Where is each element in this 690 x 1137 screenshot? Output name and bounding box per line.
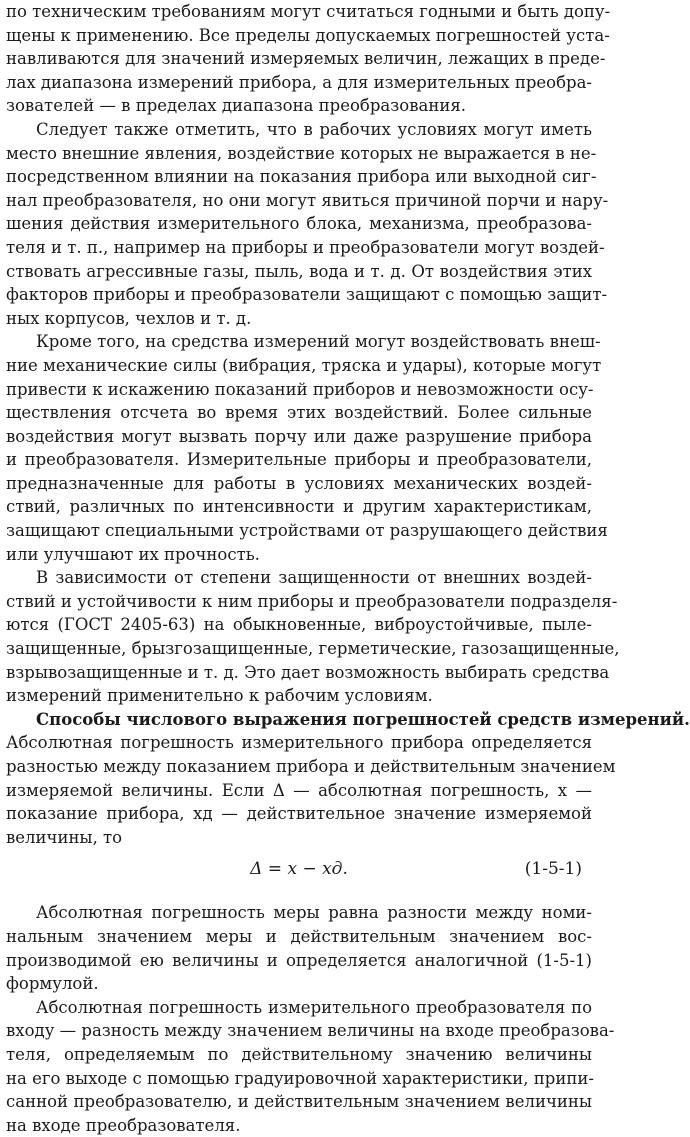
paragraph-6: [6, 901, 592, 995]
text-line: привести к искажению показаний приборов и невозможности осу-: [6, 379, 594, 399]
paragraph-3: [6, 330, 608, 566]
text-line: или улучшают их прочность.: [6, 544, 260, 564]
text-line: по техническим требованиям могут считаться годными и быть допу-: [6, 2, 611, 21]
text-line: нальным значением меры и действительным значением вос-: [6, 926, 592, 946]
text-line: ствовать агрессивные газы, пыль, вода и т. д. От воздействия этих: [6, 261, 592, 281]
paragraph-1: [6, 0, 611, 118]
text-line: нал преобразователя, но они могут явиться причиной порчи и нару-: [6, 190, 609, 210]
text-line: и преобразователя. Измерительные приборы и преобразователи,: [6, 450, 592, 470]
text-line: величины, то: [6, 827, 123, 847]
text-line: место внешние явления, воздействие которых не выражается в не-: [6, 143, 597, 163]
text-line: ние механические силы (вибрация, тряска и удары), которые могут: [6, 355, 602, 375]
text-line: ствий и устойчивости к ним приборы и преобразователи подразделя-: [6, 591, 618, 611]
text-line: шения действия измерительного блока, механизма, преобразова-: [6, 214, 592, 234]
text-line: показание прибора, xд — действительное значение измеряемой: [6, 804, 592, 824]
text-line: ствий, различных по интенсивности и другим характеристикам,: [6, 497, 592, 517]
text-line: факторов приборы и преобразователи защищают с помощью защит-: [6, 285, 608, 305]
text-line: посредственном влиянии на показания прибора или выходной сиг-: [6, 167, 597, 187]
text-line: Абсолютная погрешность измерительного прибора определяется: [6, 733, 592, 753]
text-line: разностью между показанием прибора и действительным значением: [6, 757, 616, 776]
paragraph-7: [6, 996, 615, 1137]
paragraph-2: [6, 118, 609, 330]
text-line: взрывозащищенные и т. д. Это дает возможность выбирать средства: [6, 662, 610, 682]
text-line: ных корпусов, чехлов и т. д.: [6, 308, 252, 328]
text-line: теля и т. п., например на приборы и преобразователи могут воздей-: [6, 237, 605, 257]
text-line: навливаются для значений измеряемых величин, лежащих в преде-: [6, 49, 606, 69]
text-line: защищают специальными устройствами от разрушающего действия: [6, 521, 608, 541]
text-line: на его выходе с помощью градуировочной характеристики, припи-: [6, 1068, 594, 1088]
text-line: ществления отсчета во время этих воздействий. Более сильные: [6, 403, 592, 423]
section-heading: Способы числового выражения погрешностей средств измерений.: [36, 709, 690, 729]
paragraph-5: [6, 708, 690, 850]
text-line: на входе преобразователя.: [6, 1115, 241, 1135]
text-line: санной преобразователю, и действительным значением величины: [6, 1092, 592, 1112]
text-line: В зависимости от степени защищенности от внешних воздей-: [36, 568, 592, 588]
text-line: Следует также отметить, что в рабочих условиях могут иметь: [36, 119, 592, 139]
text-line: формулой.: [6, 974, 99, 994]
text-line: измеряемой величины. Если Δ — абсолютная погрешность, x —: [6, 780, 592, 800]
text-line: предназначенные для работы в условиях механических воздей-: [6, 473, 592, 493]
text-line: измерений применительно к рабочим условиям.: [6, 686, 433, 706]
text-line: щены к применению. Все пределы допускаемых погрешностей уста-: [6, 25, 610, 45]
paragraph-4: [6, 566, 620, 708]
text-line: теля, определяемым по действительному значению величины: [6, 1044, 592, 1064]
spacer: [6, 893, 592, 901]
text-line: входу — разность между значением величины на входе преобразова-: [6, 1021, 615, 1041]
formula-row: [6, 849, 592, 893]
formula: Δ = x − xд.: [250, 859, 348, 880]
text-line: Кроме того, на средства измерений могут воздействовать внеш-: [36, 332, 601, 352]
text-line: зователей — в пределах диапазона преобразования.: [6, 96, 466, 116]
text-line: производимой ею величины и определяется аналогичной (1-5-1): [6, 950, 592, 970]
text-line: защищенные, брызгозащищенные, герметические, газозащищенные,: [6, 639, 620, 659]
text-line: Абсолютная погрешность измерительного преобразователя по: [36, 997, 592, 1017]
equation-number: (1-5-1): [524, 859, 582, 880]
text-line: ются (ГОСТ 2405-63) на обыкновенные, виброустойчивые, пыле-: [6, 615, 592, 635]
text-line: лах диапазона измерений прибора, а для измерительных преобра-: [6, 72, 592, 92]
text-line: воздействия могут вызвать порчу или даже разрушение прибора: [6, 426, 592, 446]
text-line: Абсолютная погрешность меры равна разности между номи-: [36, 903, 592, 923]
